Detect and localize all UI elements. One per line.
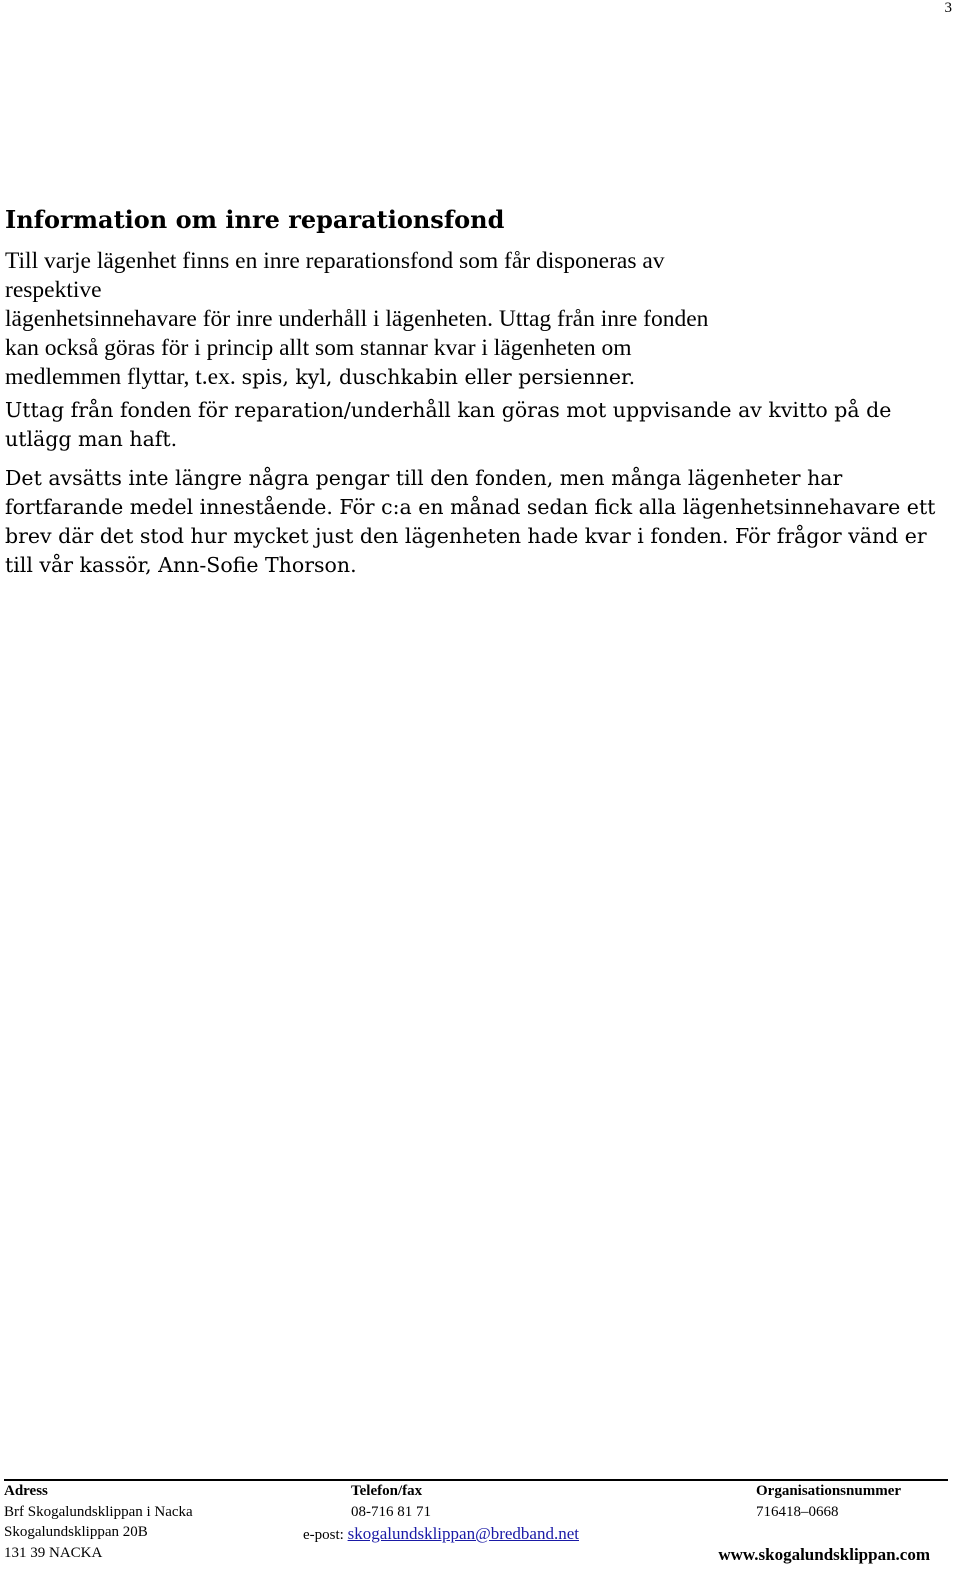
paragraph-withdrawal: Uttag från fonden för reparation/underhåll kan göras mot uppvisande av kvitto på de utlägg man haft. bbox=[5, 398, 892, 451]
email-block bbox=[303, 1524, 579, 1544]
page-title: Information om inre reparationsfond bbox=[5, 205, 505, 234]
address-line-2: Skogalundsklippan 20B bbox=[4, 1524, 148, 1540]
website-link[interactable]: www.skogalundsklippan.com bbox=[718, 1544, 930, 1564]
footer-row-labels bbox=[4, 1481, 948, 1502]
email-label: e-post: bbox=[303, 1527, 344, 1543]
footer-row-3 bbox=[4, 1543, 948, 1564]
paragraph-intro-line-4: kan också göras för i princip allt som stannar kvar i lägenheten om bbox=[5, 335, 632, 361]
paragraph-intro-line-1: Till varje lägenhet finns en inre reparationsfond som får disponeras av bbox=[5, 248, 665, 274]
letterhead-footer bbox=[4, 1479, 948, 1563]
email-link[interactable]: skogalundsklippan@bredband.net bbox=[347, 1524, 579, 1543]
paragraph-intro bbox=[5, 247, 945, 392]
page-number: 3 bbox=[944, 0, 952, 16]
address-line-3: 131 39 NACKA bbox=[4, 1544, 103, 1561]
phone-label: Telefon/fax bbox=[351, 1483, 423, 1499]
footer-row-1 bbox=[4, 1502, 948, 1523]
phone-number: 08-716 81 71 bbox=[351, 1503, 431, 1520]
paragraph-intro-line-3: lägenhetsinnehavare för inre underhåll i lägenheten. Uttag från inre fonden bbox=[5, 306, 709, 332]
paragraph-funds: Det avsätts inte längre några pengar till den fonden, men många lägenheter har fortfarande medel innestående. För c:a en månad sedan fick alla lägenhetsinnehavare ett brev där det stod hur mycket just den lägenheten hade kvar i fonden. För frågor vänd er till vår kassör, Ann-Sofie Thorson. bbox=[5, 466, 936, 577]
org-number: 716418–0668 bbox=[756, 1503, 839, 1520]
org-number-label: Organisationsnummer bbox=[756, 1483, 902, 1499]
document-body bbox=[5, 205, 945, 590]
paragraph-intro-line-5a: medlemmen flyttar, t.ex. bbox=[5, 364, 236, 390]
address-line-1: Brf Skogalundsklippan i Nacka bbox=[4, 1503, 193, 1520]
address-label: Adress bbox=[4, 1483, 48, 1499]
paragraph-intro-line-5 bbox=[5, 363, 945, 392]
paragraph-intro-line-5b: spis, kyl, duschkabin eller persienner. bbox=[241, 365, 636, 389]
paragraph-intro-line-2: respektive bbox=[5, 277, 102, 303]
footer-row-2 bbox=[4, 1522, 948, 1543]
